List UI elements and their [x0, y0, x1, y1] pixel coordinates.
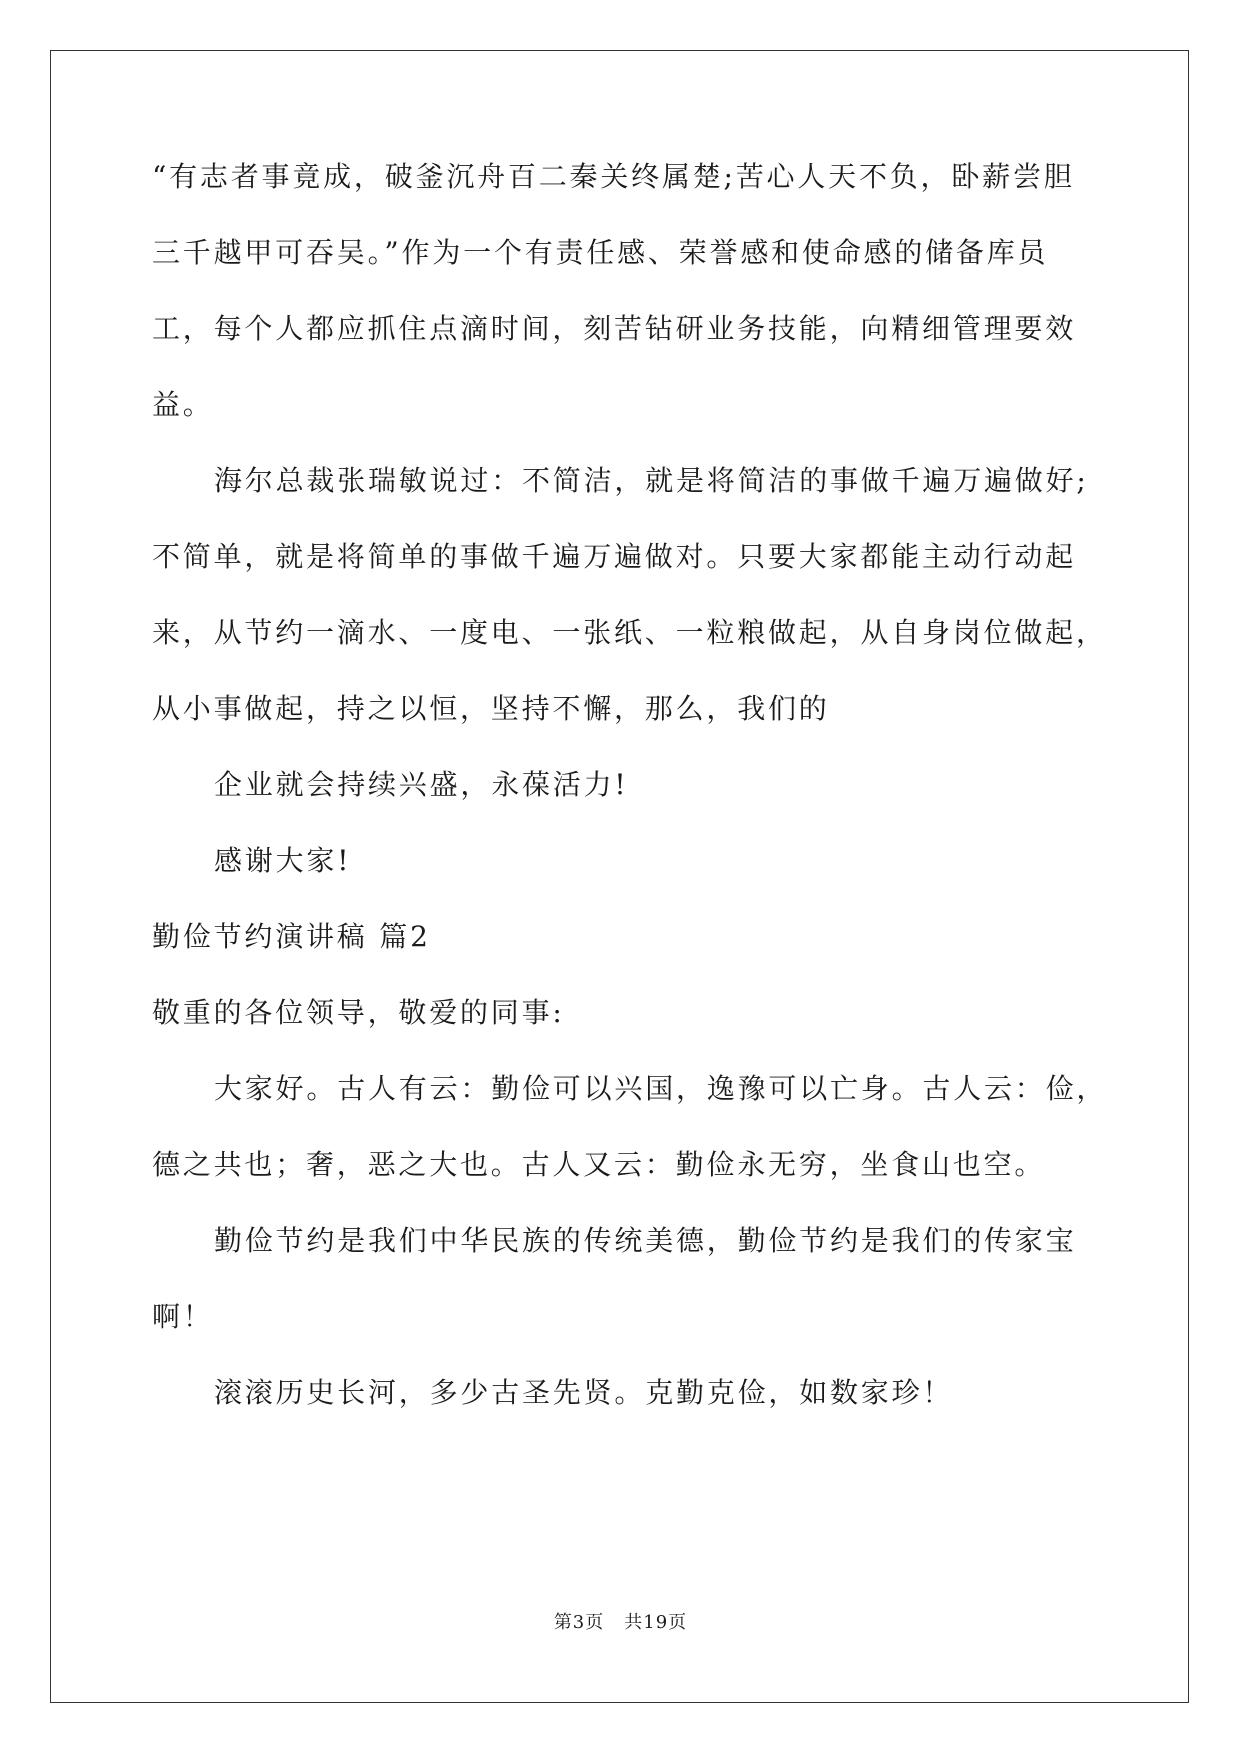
- text-line: 勤俭节约是我们中华民族的传统美德，勤俭节约是我们的传家宝: [214, 1224, 1077, 1257]
- page-total: 共19页: [624, 1612, 688, 1633]
- text-line: 滚滚历史长河，多少古圣先贤。克勤克俭，如数家珍！: [214, 1376, 954, 1409]
- text-line: 从小事做起，持之以恒，坚持不懈，那么，我们的: [152, 692, 830, 725]
- page-footer: [0, 1612, 1241, 1634]
- section-heading: 勤俭节约演讲稿 篇2: [152, 920, 431, 953]
- page-number: 第3页: [553, 1612, 605, 1633]
- text-line: 三千越甲可吞吴。”作为一个有责任感、荣誉感和使命感的储备库员: [152, 236, 1049, 269]
- text-line: 德之共也；奢，恶之大也。古人又云：勤俭永无穷，坐食山也空。: [152, 1148, 1046, 1181]
- text-line: 益。: [152, 388, 214, 421]
- text-line: 大家好。古人有云：勤俭可以兴国，逸豫可以亡身。古人云：俭，: [214, 1072, 1108, 1105]
- text-line: 海尔总裁张瑞敏说过：不简洁，就是将简洁的事做千遍万遍做好;: [214, 464, 1089, 497]
- salutation: 敬重的各位领导，敬爱的同事:: [152, 996, 565, 1029]
- text-line: 感谢大家!: [214, 844, 352, 877]
- text-line: 来，从节约一滴水、一度电、一张纸、一粒粮做起，从自身岗位做起，: [152, 616, 1107, 649]
- text-line: 工，每个人都应抓住点滴时间，刻苦钻研业务技能，向精细管理要效: [152, 312, 1077, 345]
- text-line: 啊！: [152, 1300, 214, 1333]
- text-line: 企业就会持续兴盛，永葆活力!: [214, 768, 629, 801]
- text-line: 不简单，就是将简单的事做千遍万遍做对。只要大家都能主动行动起: [152, 540, 1077, 573]
- text-line: “有志者事竟成，破釜沉舟百二秦关终属楚;苦心人天不负，卧薪尝胆: [152, 160, 1075, 193]
